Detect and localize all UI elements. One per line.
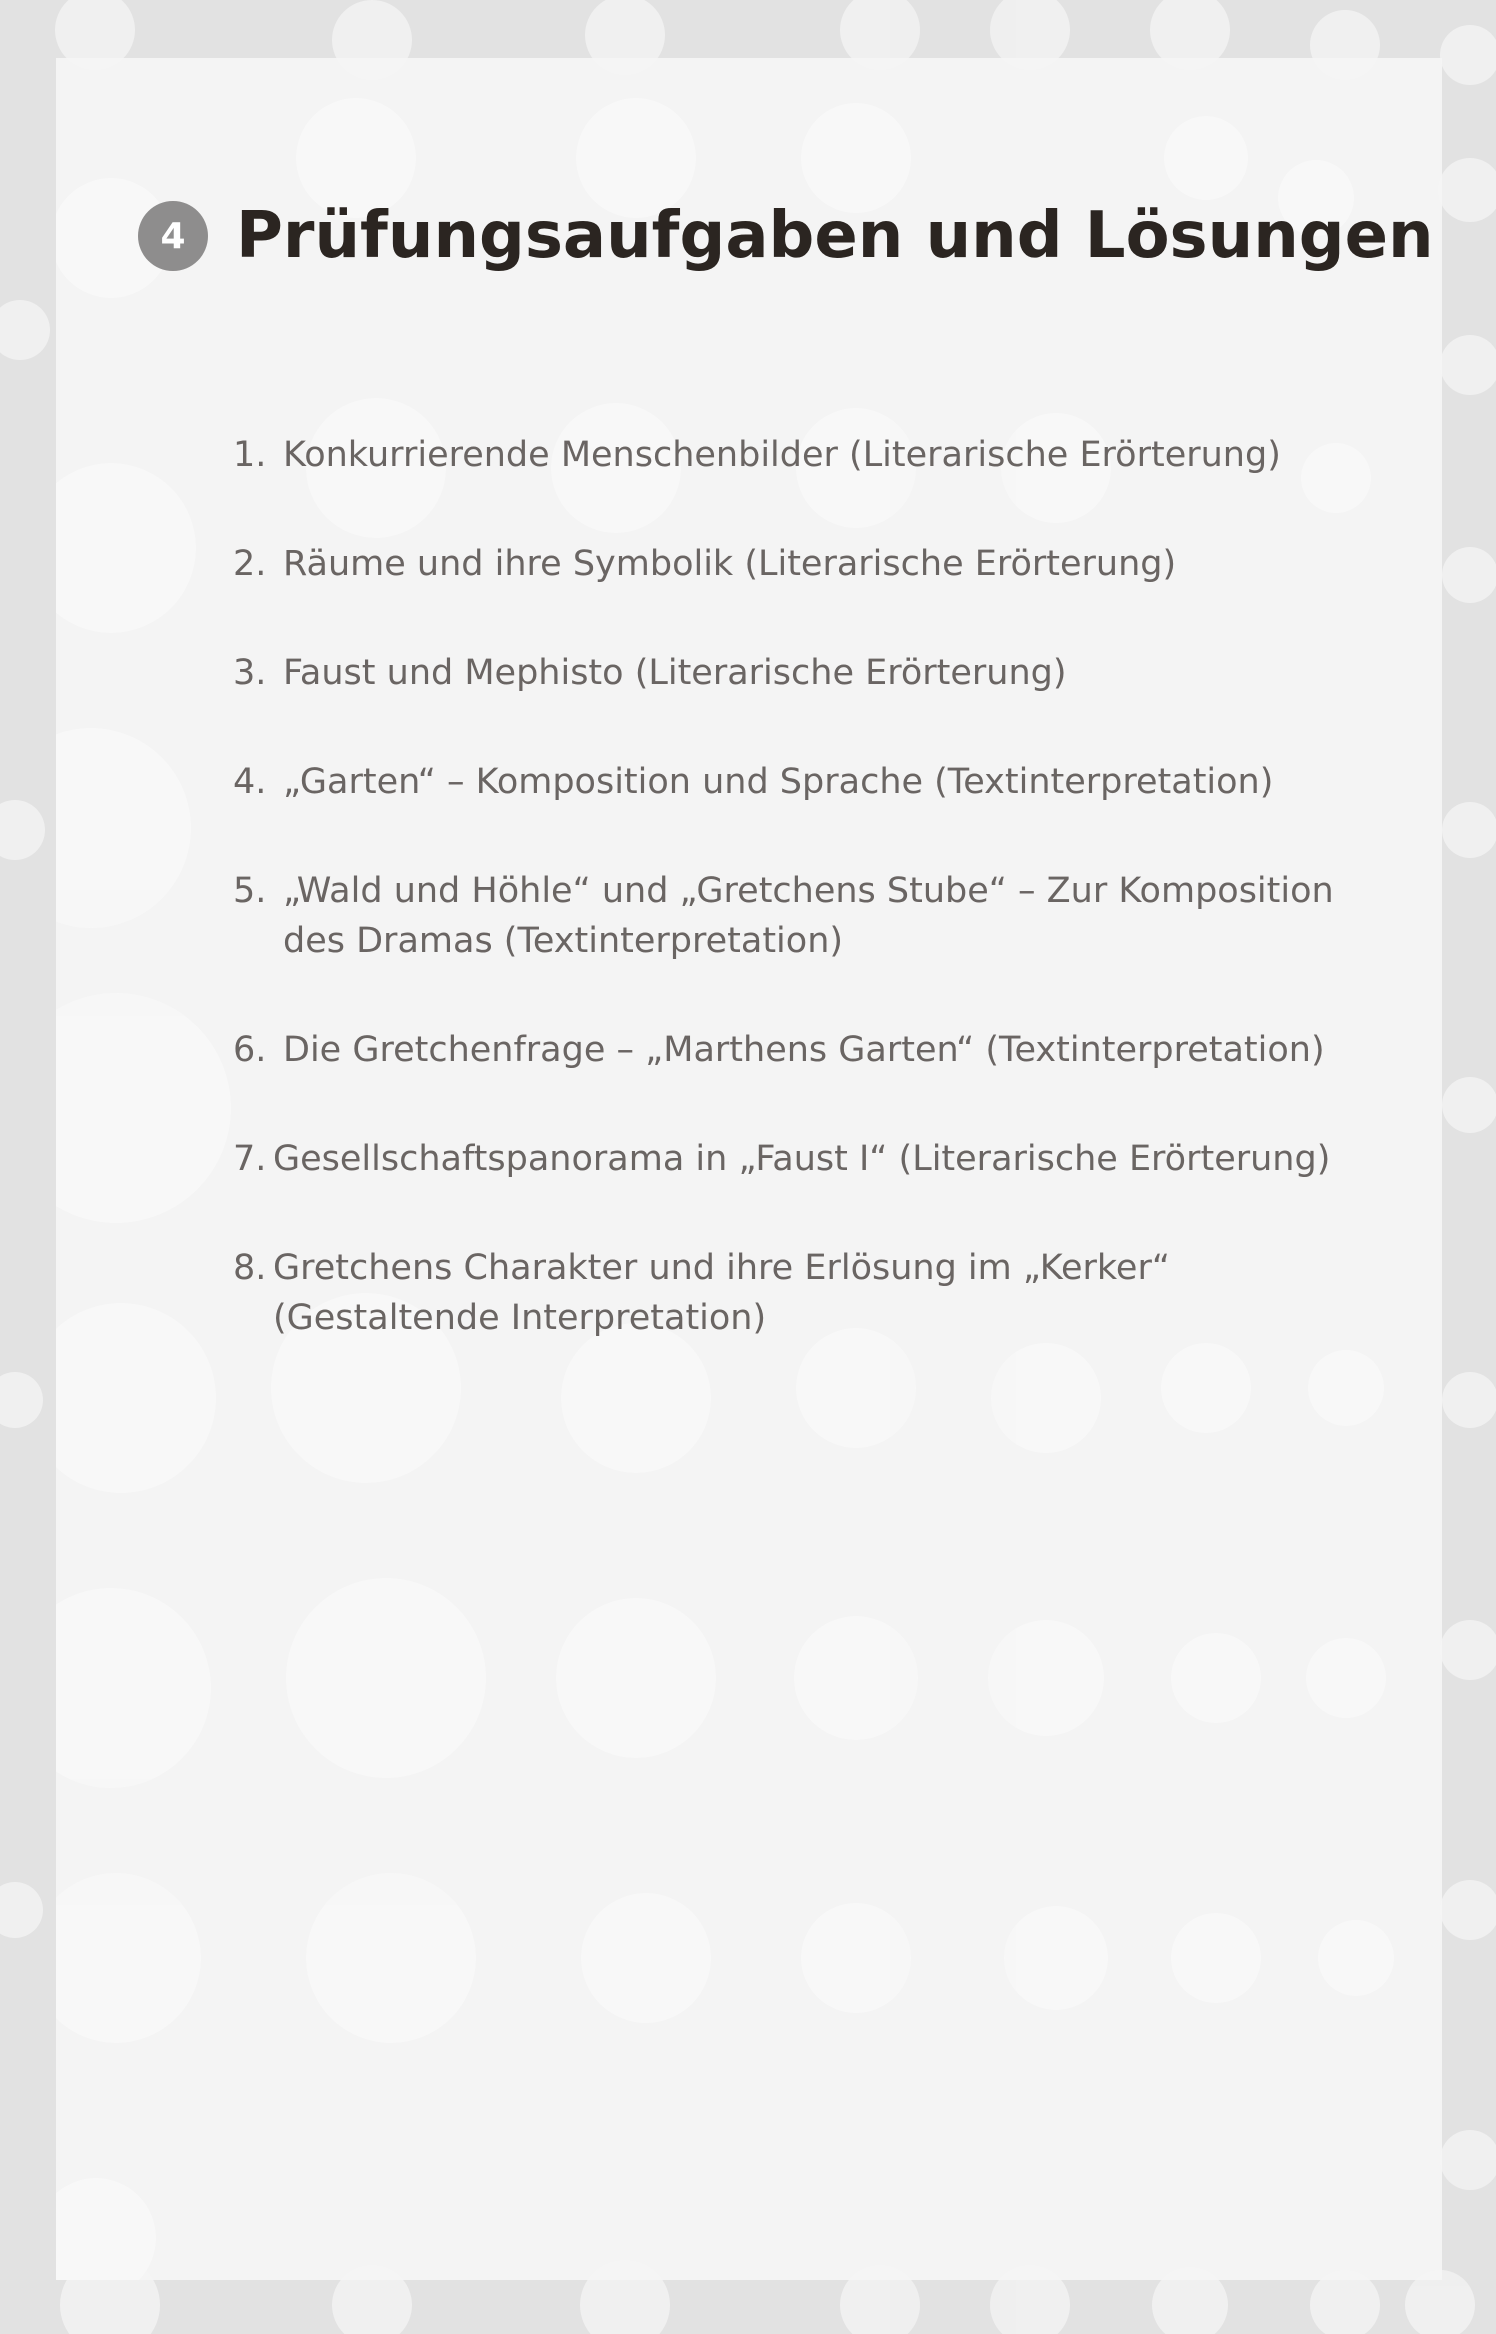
task-text-line: (Gestaltende Interpretation) (273, 1298, 767, 1338)
task-item-4 (233, 757, 1393, 807)
task-text: Die Gretchenfrage – „Marthens Garten“ (Textinterpretation) (283, 1030, 1325, 1070)
task-text (283, 866, 1393, 966)
task-number: 5. (233, 871, 267, 911)
task-item-3 (233, 648, 1393, 698)
task-text-line: des Dramas (Textinterpretation) (283, 921, 844, 961)
chapter-number-badge: 4 (138, 201, 208, 271)
task-item-1 (233, 430, 1393, 480)
task-number: 7. (233, 1139, 267, 1179)
task-item-2 (233, 539, 1393, 589)
task-text: Faust und Mephisto (Literarische Erörterung) (283, 653, 1067, 693)
task-item-5 (233, 866, 1393, 966)
task-list (233, 430, 1393, 1343)
task-number: 8. (233, 1248, 267, 1288)
task-number: 4. (233, 762, 267, 802)
chapter-header (138, 188, 1434, 284)
task-text-line: Gretchens Charakter und ihre Erlösung im „Kerker“ (273, 1248, 1170, 1288)
task-text: „Garten“ – Komposition und Sprache (Textinterpretation) (283, 762, 1274, 802)
task-number: 3. (233, 653, 267, 693)
task-number: 6. (233, 1030, 267, 1070)
content-card (56, 58, 1442, 2280)
task-text: Räume und ihre Symbolik (Literarische Erörterung) (283, 544, 1177, 584)
task-number: 2. (233, 544, 267, 584)
task-text: Konkurrierende Menschenbilder (Literarische Erörterung) (283, 435, 1281, 475)
task-item-6 (233, 1025, 1393, 1075)
task-item-8 (233, 1243, 1393, 1343)
task-number: 1. (233, 435, 267, 475)
task-item-7 (233, 1134, 1393, 1184)
task-text: Gesellschaftspanorama in „Faust I“ (Literarische Erörterung) (273, 1139, 1331, 1179)
task-text (273, 1243, 1393, 1343)
task-text-line: „Wald und Höhle“ und „Gretchens Stube“ – Zur Komposition (283, 871, 1334, 911)
page-title: Prüfungsaufgaben und Lösungen (236, 199, 1434, 273)
